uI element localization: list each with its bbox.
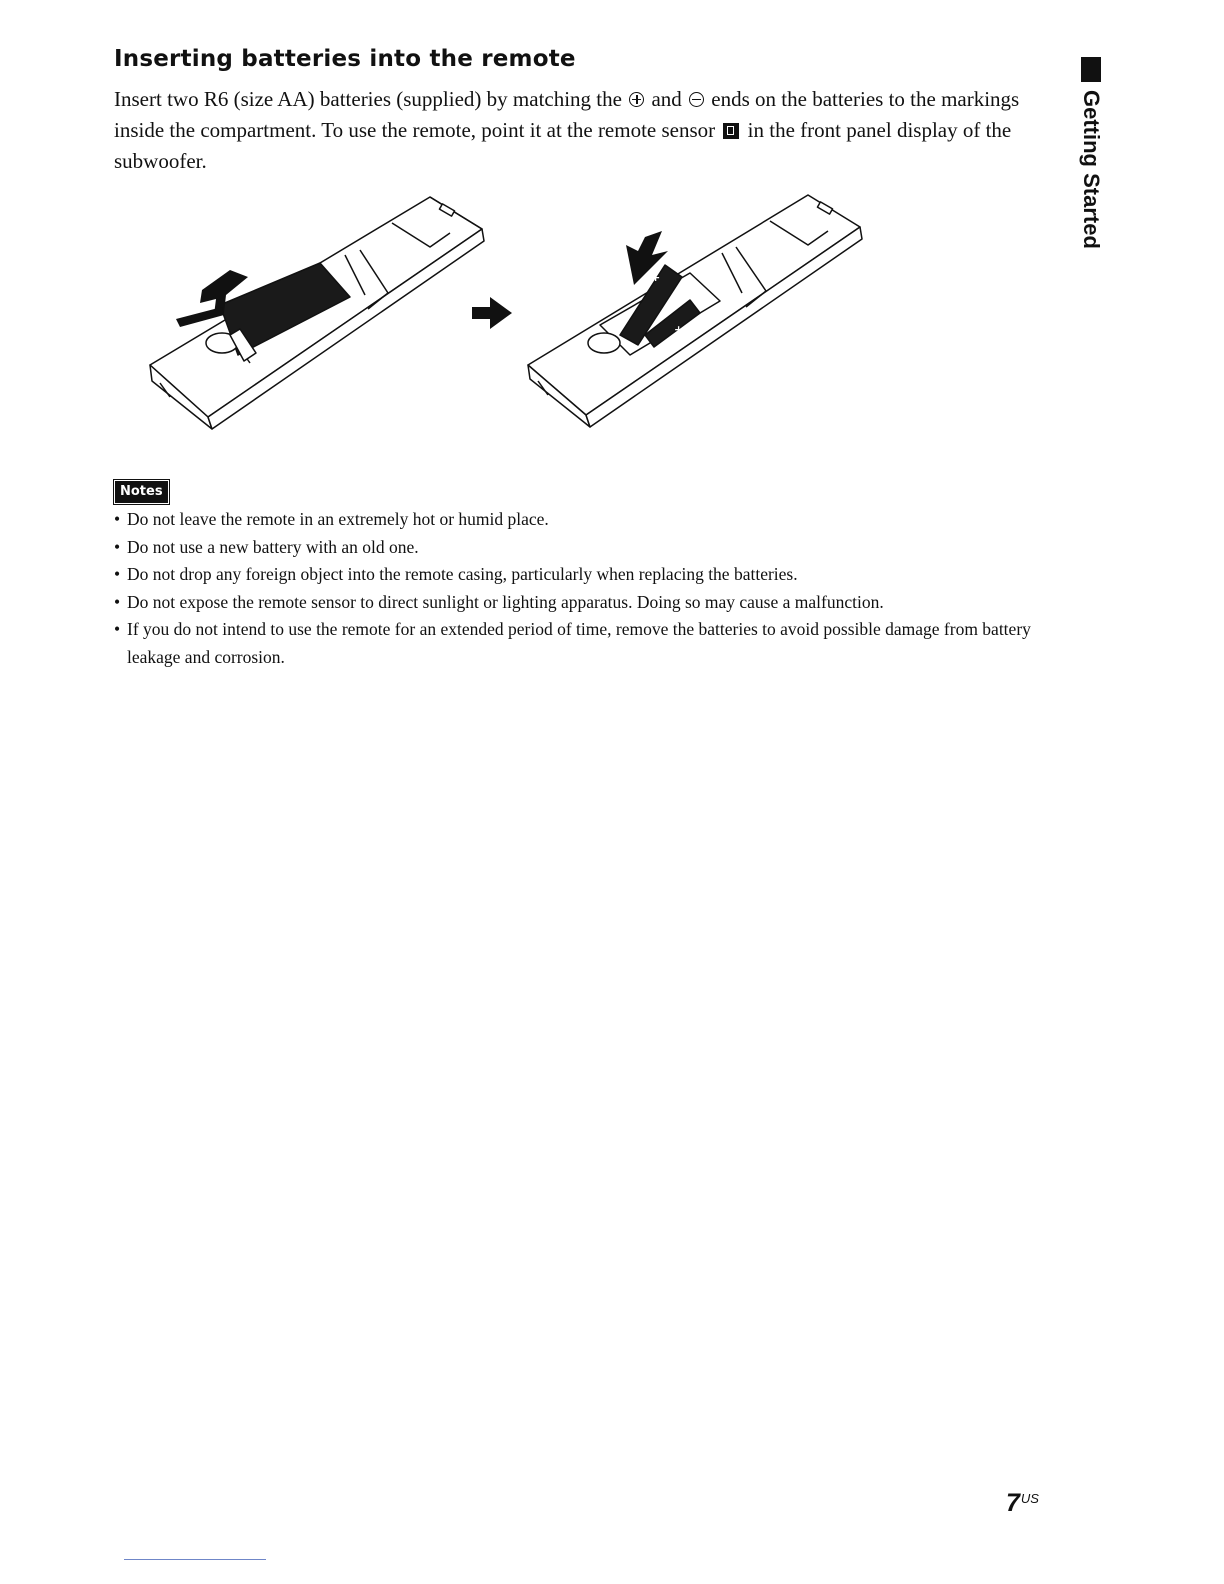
page-number bbox=[1006, 1486, 1039, 1516]
intro-text-2: and bbox=[651, 87, 682, 111]
intro-text-3: ends on the batteries to the markings inside the compartment. To use the remote, point it at the remote sensor bbox=[114, 87, 1020, 142]
page-number-suffix: US bbox=[1020, 1491, 1039, 1506]
intro-text-1: Insert two R6 (size AA) batteries (supplied) by matching the bbox=[114, 87, 622, 111]
intro-paragraph bbox=[114, 84, 1044, 177]
note-item: • Do not use a new battery with an old one. bbox=[114, 534, 1044, 562]
intro-text-4: in the front panel display of the subwoofer. bbox=[114, 118, 1012, 173]
note-item: • Do not leave the remote in an extremely hot or humid place. bbox=[114, 506, 1044, 534]
battery-insertion-illustration bbox=[130, 185, 890, 445]
notes-list bbox=[114, 506, 1044, 671]
remote-sensor-icon bbox=[723, 123, 739, 139]
battery-plus-mark: + bbox=[651, 271, 661, 284]
note-item: • Do not drop any foreign object into the remote casing, particularly when replacing the batteries. bbox=[114, 561, 1044, 589]
page-number-value: 7 bbox=[1006, 1489, 1020, 1517]
battery-plus-mark-2: + bbox=[674, 323, 684, 336]
note-item: • If you do not intend to use the remote for an extended period of time, remove the batteries to avoid possible damage from battery leakage and corrosion. bbox=[114, 616, 1044, 671]
section-title: Inserting batteries into the remote bbox=[114, 46, 576, 72]
arrow-right-icon bbox=[472, 297, 512, 329]
plus-circle-icon bbox=[629, 92, 644, 107]
note-item: • Do not expose the remote sensor to direct sunlight or lighting apparatus. Doing so may cause a malfunction. bbox=[114, 589, 1044, 617]
notes-badge: Notes bbox=[115, 481, 168, 503]
footnote-rule bbox=[124, 1559, 266, 1560]
side-tab-label: Getting Started bbox=[1079, 90, 1104, 249]
remote-batteries-inserted-illustration bbox=[528, 195, 862, 427]
side-tab-marker bbox=[1081, 57, 1101, 82]
minus-circle-icon bbox=[689, 92, 704, 107]
